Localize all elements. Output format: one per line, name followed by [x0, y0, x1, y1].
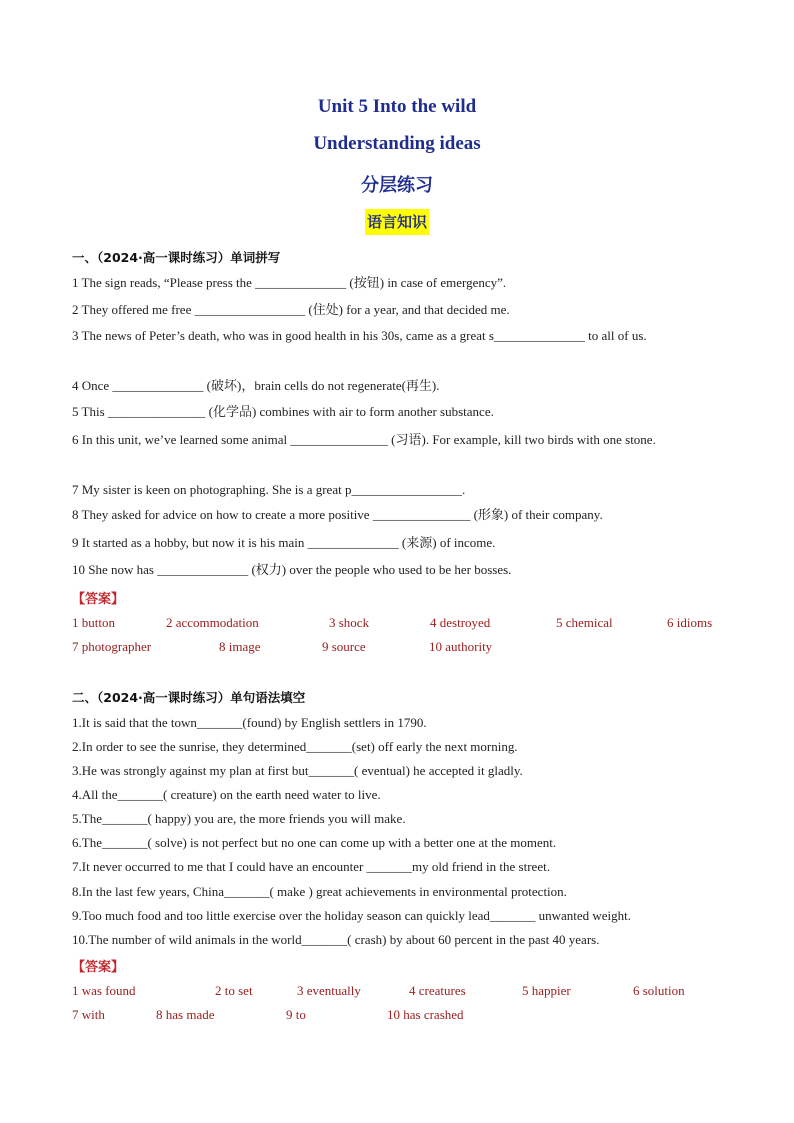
s2-answer-10: 10 has crashed: [387, 1007, 464, 1022]
s2-answer-4: 4 creatures: [409, 983, 466, 998]
s2-answer-7: 7 with: [72, 1007, 105, 1022]
s1-item-5: 5 This _______________ (化学品) combines with air to form another substance.: [72, 404, 494, 419]
s2-item-1: 1.It is said that the town_______(found) by English settlers in 1790.: [72, 715, 427, 730]
s2-answer-label: 【答案】: [72, 960, 125, 975]
s1-answer-1: 1 button: [72, 615, 115, 630]
s1-answer-3: 3 shock: [329, 615, 370, 630]
s1-item-8: 8 They asked for advice on how to create a more positive _______________ (形象) of their company.: [72, 507, 603, 522]
s2-item-10: 10.The number of wild animals in the world_______( crash) by about 60 percent in the past 40 years.: [72, 932, 600, 947]
unit-title: Unit 5 Into the wild: [317, 96, 477, 117]
lesson-subtitle: Understanding ideas: [313, 133, 481, 154]
s1-item-10: 10 She now has ______________ (权力) over the people who used to be her bosses.: [72, 562, 512, 577]
s1-answer-10: 10 authority: [429, 639, 493, 654]
practice-title: 分层练习: [361, 175, 433, 196]
s1-item-9: 9 It started as a hobby, but now it is his main ______________ (来源) of income.: [72, 535, 496, 550]
s2-item-8: 8.In the last few years, China_______( make ) great achievements in environmental protection.: [72, 884, 567, 899]
section-highlight-label: 语言知识: [365, 209, 429, 235]
s1-answer-7: 7 photographer: [72, 639, 152, 654]
s2-answer-5: 5 happier: [522, 983, 571, 998]
s1-item-2: 2 They offered me free _________________ (住处) for a year, and that decided me.: [72, 302, 510, 317]
s2-answer-9: 9 to: [286, 1007, 306, 1022]
s2-answer-3: 3 eventually: [297, 983, 361, 998]
s1-item-1: 1 The sign reads, “Please press the ______________ (按钮) in case of emergency”.: [72, 275, 507, 290]
section2-heading: 二、（2024·高一课时练习）单句语法填空: [72, 690, 306, 705]
s1-answer-5: 5 chemical: [556, 615, 613, 630]
s2-item-7: 7.It never occurred to me that I could have an encounter _______my old friend in the street.: [72, 859, 550, 874]
s1-answer-6: 6 idioms: [667, 615, 713, 630]
highlight-wrapper: [0, 209, 794, 235]
s2-item-3: 3.He was strongly against my plan at first but_______( eventual) he accepted it gladly.: [72, 763, 523, 778]
s2-item-5: 5.The_______( happy) you are, the more friends you will make.: [72, 811, 406, 826]
section1-heading: 一、（2024·高一课时练习）单词拼写: [72, 250, 281, 265]
s1-item-6: 6 In this unit, we’ve learned some animal _______________ (习语). For example, kill two birds with one stone.: [72, 432, 656, 447]
s2-item-4: 4.All the_______( creature) on the earth need water to live.: [72, 787, 381, 802]
s1-answer-2: 2 accommodation: [166, 615, 259, 630]
s1-answer-4: 4 destroyed: [430, 615, 491, 630]
s2-answer-6: 6 solution: [633, 983, 685, 998]
s2-answer-8: 8 has made: [156, 1007, 215, 1022]
s1-answer-8: 8 image: [219, 639, 261, 654]
s1-item-7: 7 My sister is keen on photographing. She is a great p_________________.: [72, 482, 466, 497]
s1-item-4: 4 Once ______________ (破坏)，brain cells do not regenerate(再生).: [72, 378, 440, 393]
s2-item-2: 2.In order to see the sunrise, they determined_______(set) off early the next morning.: [72, 739, 518, 754]
s1-answer-9: 9 source: [322, 639, 366, 654]
s2-answer-2: 2 to set: [215, 983, 253, 998]
s2-answer-1: 1 was found: [72, 983, 136, 998]
s2-item-6: 6.The_______( solve) is not perfect but no one can come up with a better one at the moment.: [72, 835, 557, 850]
s1-answer-label: 【答案】: [72, 592, 125, 607]
s2-item-9: 9.Too much food and too little exercise over the holiday season can quickly lead_______ unwanted weight.: [72, 908, 632, 923]
s1-item-3: 3 The news of Peter’s death, who was in good health in his 30s, came as a great s______________ to all of us.: [72, 328, 647, 343]
